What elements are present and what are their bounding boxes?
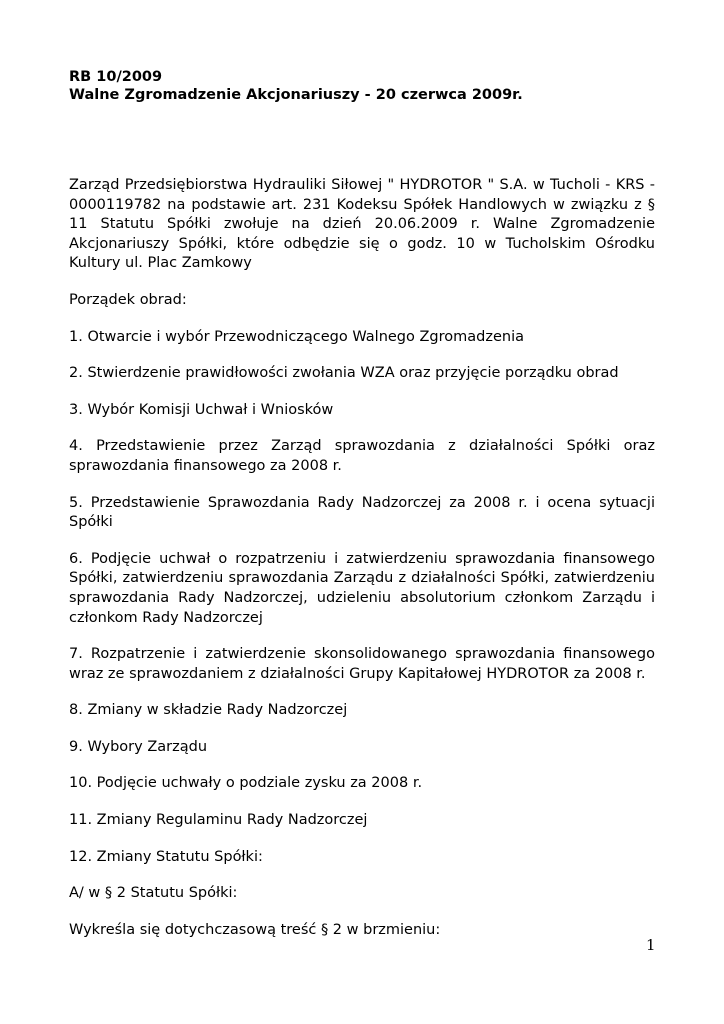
- agenda-item-7: 7. Rozpatrzenie i zatwierdzenie skonsolidowanego sprawozdania finansowego wraz ze sprawozdaniem z działalności Grupy Kapitałowej HYDROTOR za 2008 r.: [69, 646, 655, 682]
- agenda-item-11: 11. Zmiany Regulaminu Rady Nadzorczej: [69, 812, 368, 829]
- agenda-item-8: 8. Zmiany w składzie Rady Nadzorczej: [69, 702, 348, 719]
- closing-paragraph: Wykreśla się dotychczasową treść § 2 w brzmieniu:: [69, 921, 441, 938]
- document-title: Walne Zgromadzenie Akcjonariuszy - 20 czerwca 2009r.: [69, 87, 523, 103]
- agenda-heading: Porządek obrad:: [69, 291, 187, 308]
- agenda-item-2: 2. Stwierdzenie prawidłowości zwołania WZA oraz przyjęcie porządku obrad: [69, 365, 619, 382]
- agenda-item-6: 6. Podjęcie uchwał o rozpatrzeniu i zatwierdzeniu sprawozdania finansowego Spółki, zatwierdzeniu sprawozdania Zarządu z działalności Spółki, zatwierdzeniu sprawozdania Rady Nadzorczej, udzieleniu absolutorium członkom Zarządu i członkom Rady Nadzorczej: [69, 550, 655, 626]
- agenda-item-10: 10. Podjęcie uchwały o podziale zysku za 2008 r.: [69, 775, 423, 792]
- agenda-item-3: 3. Wybór Komisji Uchwał i Wniosków: [69, 401, 334, 418]
- document-page: [69, 68, 655, 940]
- document-reference: RB 10/2009: [69, 69, 163, 85]
- subsection-heading: A/ w § 2 Statutu Spółki:: [69, 885, 238, 902]
- agenda-item-9: 9. Wybory Zarządu: [69, 738, 208, 755]
- agenda-item-5: 5. Przedstawienie Sprawozdania Rady Nadzorczej za 2008 r. i ocena sytuacji Spółki: [69, 494, 655, 531]
- page-number: 1: [646, 936, 656, 954]
- agenda-item-12: 12. Zmiany Statutu Spółki:: [69, 848, 263, 865]
- agenda-item-1: 1. Otwarcie i wybór Przewodniczącego Walnego Zgromadzenia: [69, 328, 524, 345]
- agenda-item-4: 4. Przedstawienie przez Zarząd sprawozdania z działalności Spółki oraz sprawozdania finansowego za 2008 r.: [69, 438, 655, 474]
- intro-paragraph: Zarząd Przedsiębiorstwa Hydrauliki Siłowej " HYDROTOR " S.A. w Tucholi - KRS - 0000119782 na podstawie art. 231 Kodeksu Spółek Handlowych w związku z § 11 Statutu Spółki zwołuje na dzień 20.06.2009 r. Walne Zgromadzenie Akcjonariuszy Spółki, które odbędzie się o godz. 10 w Tucholskim Ośrodku Kultury ul. Plac Zamkowy: [69, 177, 655, 272]
